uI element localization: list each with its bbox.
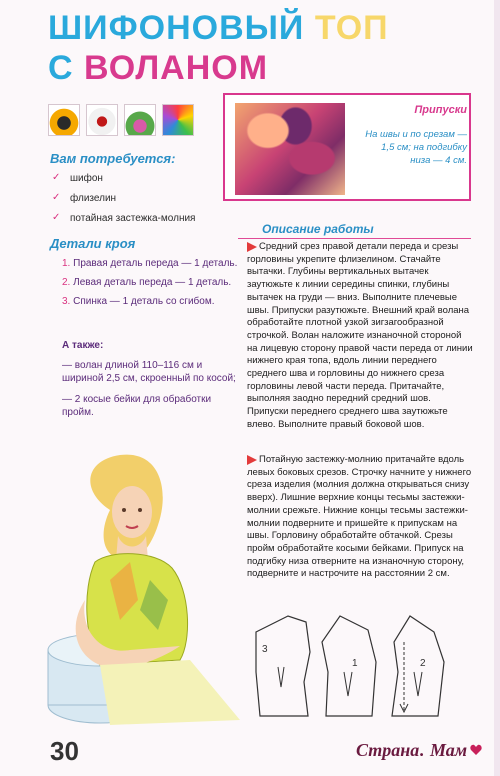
list-item: 1. Правая деталь переда — 1 деталь.: [62, 258, 238, 269]
watermark-strana: Страна: [356, 740, 420, 760]
thread-spool-icon: [48, 104, 80, 136]
fabric-photo: [235, 103, 345, 195]
list-item: ✓ флизелин: [52, 192, 117, 204]
pattern-label-2: 2: [420, 658, 426, 669]
also-list: [62, 359, 240, 427]
model-illustration: [40, 450, 250, 730]
title-word-with: С: [48, 49, 74, 87]
allowances-title: Припуски: [414, 104, 467, 116]
allowances-text: На швы и по срезам — 1,5 см; на подгибку низа — 4 см.: [365, 129, 467, 166]
description-paragraph-1: Средний срез правой детали переда и срезы горловины укрепите флизелином. Стачайте вытачки. Глубины вертикальных вытачек заутюжьте к линии середины спинки, глубины вытачек на груди — вниз. Выполните плечевые швы. Припуски разутюжьте. Внешний край волана обработайте плотной узкой зигзагообразной строчкой. Волан наложите изнаночной стороной на лицевую сторону правой части переда от линии нижнего края топа, вдоль линии переднего среднего шва и горловины до нижнего среза горловины левой части переда. Притачайте, выполняя заодно передний средний шов. Припуски переднего среднего шва заутюжьте влево. Выполните правый боковой шов.: [247, 241, 473, 430]
title-line-2: [48, 48, 389, 88]
materials-thumbnails: [48, 104, 194, 136]
title-word-chiffon: ШИФОНОВЫЙ: [48, 9, 305, 47]
cutting-list: [62, 257, 242, 314]
requirements-list: [50, 173, 195, 233]
title-word-top: ТОП: [314, 9, 389, 47]
list-item: 2. Левая деталь переда — 1 деталь.: [62, 277, 232, 288]
watermark-mam: Мам: [430, 740, 468, 760]
title-word-flounce: ВОЛАНОМ: [84, 49, 269, 87]
pattern-drawings: [248, 612, 468, 722]
description-title: Описание работы: [262, 222, 374, 236]
allowances-box: [223, 93, 471, 201]
pincushion-icon: [124, 104, 156, 136]
requirements-title: Вам потребуется:: [50, 151, 176, 166]
page-title: [48, 8, 389, 88]
pattern-label-1: 1: [352, 658, 358, 669]
list-item: ✓ шифон: [52, 172, 103, 184]
pattern-label-3: 3: [262, 644, 268, 655]
buttons-icon: [86, 104, 118, 136]
list-item: ✓ потайная застежка-молния: [52, 212, 196, 224]
watermark-dot: .: [420, 740, 425, 760]
title-line-1: [48, 8, 389, 48]
check-icon: ✓: [52, 172, 61, 183]
description-divider: [238, 238, 471, 239]
list-item: 3. Спинка — 1 деталь со сгибом.: [62, 296, 215, 307]
page-number: 30: [50, 736, 79, 766]
check-icon: ✓: [52, 212, 61, 223]
list-item: — 2 косые бейки для обработки пройм.: [62, 394, 212, 418]
heart-icon: [470, 744, 482, 756]
page-edge: [494, 0, 500, 776]
list-item: — волан длиной 110–116 см и шириной 2,5 см, скроенный по косой;: [62, 360, 236, 384]
also-title: А также:: [62, 340, 104, 351]
check-icon: ✓: [52, 192, 61, 203]
fabric-swatches-icon: [162, 104, 194, 136]
cutting-title: Детали кроя: [50, 236, 136, 251]
description-paragraph-2: Потайную застежку-молнию притачайте вдоль левых боковых срезов. Строчку начните у нижнего среза изделия (молния должна открываться снизу вверх). Лишние верхние концы тесьмы застежки-молнии срежьте. Нижние концы тесьмы застежки-молнии подверните и пришейте к припускам на швы. Горловину обработайте обтачкой. Срезы пройм обработайте косыми бейками. Припуск на подгибку низа отверните на изнаночную сторону, подверните и настрочите на расстоянии 2 см.: [247, 454, 472, 580]
